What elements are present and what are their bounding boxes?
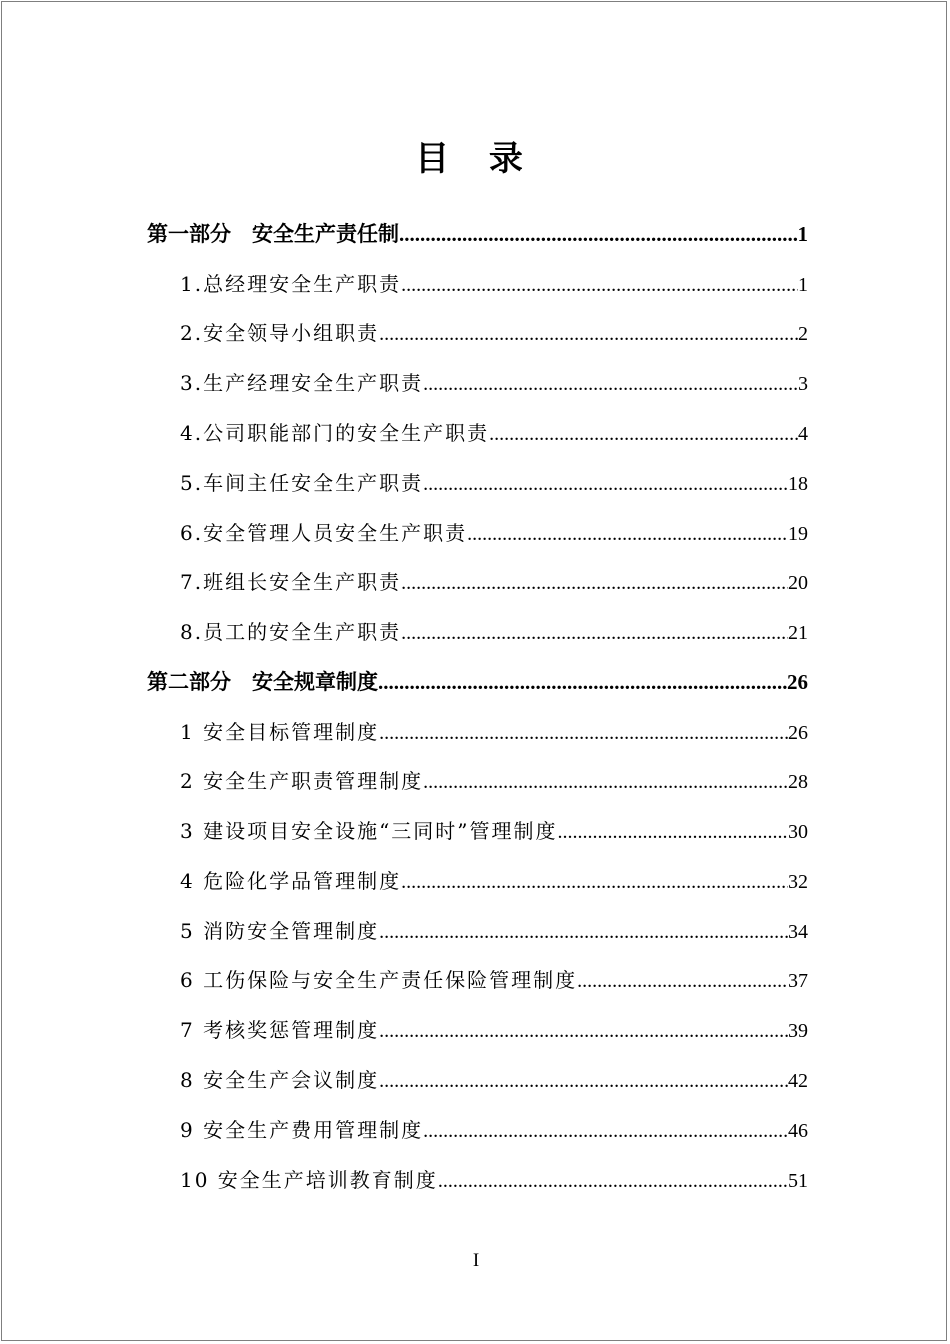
toc-entry-page: 19	[788, 523, 808, 545]
dot-leader	[423, 466, 788, 502]
toc-entry-page: 20	[788, 572, 808, 594]
toc-entry-label: 3.生产经理安全生产职责	[180, 371, 424, 395]
toc-entry-label: 6.安全管理人员安全生产职责	[180, 521, 468, 545]
toc-part-entry	[147, 664, 808, 700]
toc-entry-label: 3 建设项目安全设施“三同时”管理制度	[180, 819, 558, 843]
toc-entry-page: 30	[788, 821, 808, 843]
toc-item-entry	[180, 1162, 808, 1198]
toc-item-entry	[180, 266, 808, 302]
toc-entry-page: 46	[788, 1120, 808, 1142]
dot-leader	[423, 1113, 788, 1149]
toc-entry-page: 42	[788, 1070, 808, 1092]
toc-item-entry	[180, 365, 808, 401]
toc-entry-page: 2	[798, 323, 808, 345]
toc-item-entry	[180, 415, 808, 451]
toc-entry-page: 3	[798, 373, 808, 395]
dot-leader	[423, 764, 788, 800]
toc-entry-page: 51	[788, 1170, 808, 1192]
toc-entry-label: 5 消防安全管理制度	[180, 919, 380, 943]
toc-entry-label: 7.班组长安全生产职责	[180, 570, 402, 594]
page-number: I	[472, 1250, 480, 1271]
toc-item-entry	[180, 315, 808, 351]
dot-leader	[577, 963, 788, 999]
toc-entry-page: 1	[797, 222, 808, 246]
toc-item-entry	[180, 1112, 808, 1148]
toc-title: 目 录	[415, 139, 537, 179]
toc-entry-label: 4 危险化学品管理制度	[180, 869, 402, 893]
dot-leader	[379, 715, 788, 751]
toc-entry-page: 18	[788, 473, 808, 495]
dot-leader	[379, 1063, 788, 1099]
toc-entry-label: 2.安全领导小组职责	[180, 321, 380, 345]
dot-leader	[401, 864, 788, 900]
toc-entry-label: 2 安全生产职责管理制度	[180, 769, 424, 793]
toc-entry-page: 26	[787, 670, 808, 694]
toc-entry-page: 26	[788, 722, 808, 744]
dot-leader	[399, 216, 798, 252]
toc-entry-label: 5.车间主任安全生产职责	[180, 471, 424, 495]
toc-entry-page: 37	[788, 970, 808, 992]
toc-item-entry	[180, 1062, 808, 1098]
toc-item-entry	[180, 813, 808, 849]
dot-leader	[423, 366, 798, 402]
dot-leader	[489, 416, 798, 452]
toc-item-entry	[180, 863, 808, 899]
dot-leader	[379, 316, 798, 352]
toc-entry-page: 4	[798, 423, 808, 445]
toc-entry-label: 第二部分 安全规章制度	[147, 669, 378, 694]
toc-entry-page: 32	[788, 871, 808, 893]
toc-item-entry	[180, 714, 808, 750]
toc-item-entry	[180, 763, 808, 799]
toc-item-entry	[180, 564, 808, 600]
dot-leader	[378, 664, 787, 700]
toc-entry-label: 8.员工的安全生产职责	[180, 620, 402, 644]
toc-entry-label: 第一部分 安全生产责任制	[147, 221, 399, 246]
dot-leader	[401, 565, 788, 601]
toc-entry-label: 1.总经理安全生产职责	[180, 272, 402, 296]
dot-leader	[379, 914, 788, 950]
toc-entry-label: 10 安全生产培训教育制度	[180, 1168, 438, 1192]
toc-item-entry	[180, 1012, 808, 1048]
toc-item-entry	[180, 515, 808, 551]
dot-leader	[379, 1013, 788, 1049]
toc-entry-label: 7 考核奖惩管理制度	[180, 1018, 380, 1042]
toc-entry-page: 21	[788, 622, 808, 644]
toc-entry-page: 34	[788, 921, 808, 943]
toc-entry-page: 1	[798, 274, 808, 296]
toc-item-entry	[180, 465, 808, 501]
toc-entry-label: 9 安全生产费用管理制度	[180, 1118, 424, 1142]
toc-item-entry	[180, 962, 808, 998]
toc-part-entry	[147, 216, 808, 252]
toc-entry-label: 4.公司职能部门的安全生产职责	[180, 421, 490, 445]
dot-leader	[401, 615, 788, 651]
toc-item-entry	[180, 614, 808, 650]
toc-item-entry	[180, 913, 808, 949]
toc-entry-page: 28	[788, 771, 808, 793]
toc-entry-label: 1 安全目标管理制度	[180, 720, 380, 744]
dot-leader	[558, 814, 788, 850]
toc-entry-page: 39	[788, 1020, 808, 1042]
toc-entry-label: 8 安全生产会议制度	[180, 1068, 380, 1092]
dot-leader	[438, 1163, 788, 1199]
dot-leader	[467, 516, 788, 552]
dot-leader	[401, 267, 798, 303]
document-page	[1, 1, 947, 1341]
toc-entry-label: 6 工伤保险与安全生产责任保险管理制度	[180, 968, 578, 992]
